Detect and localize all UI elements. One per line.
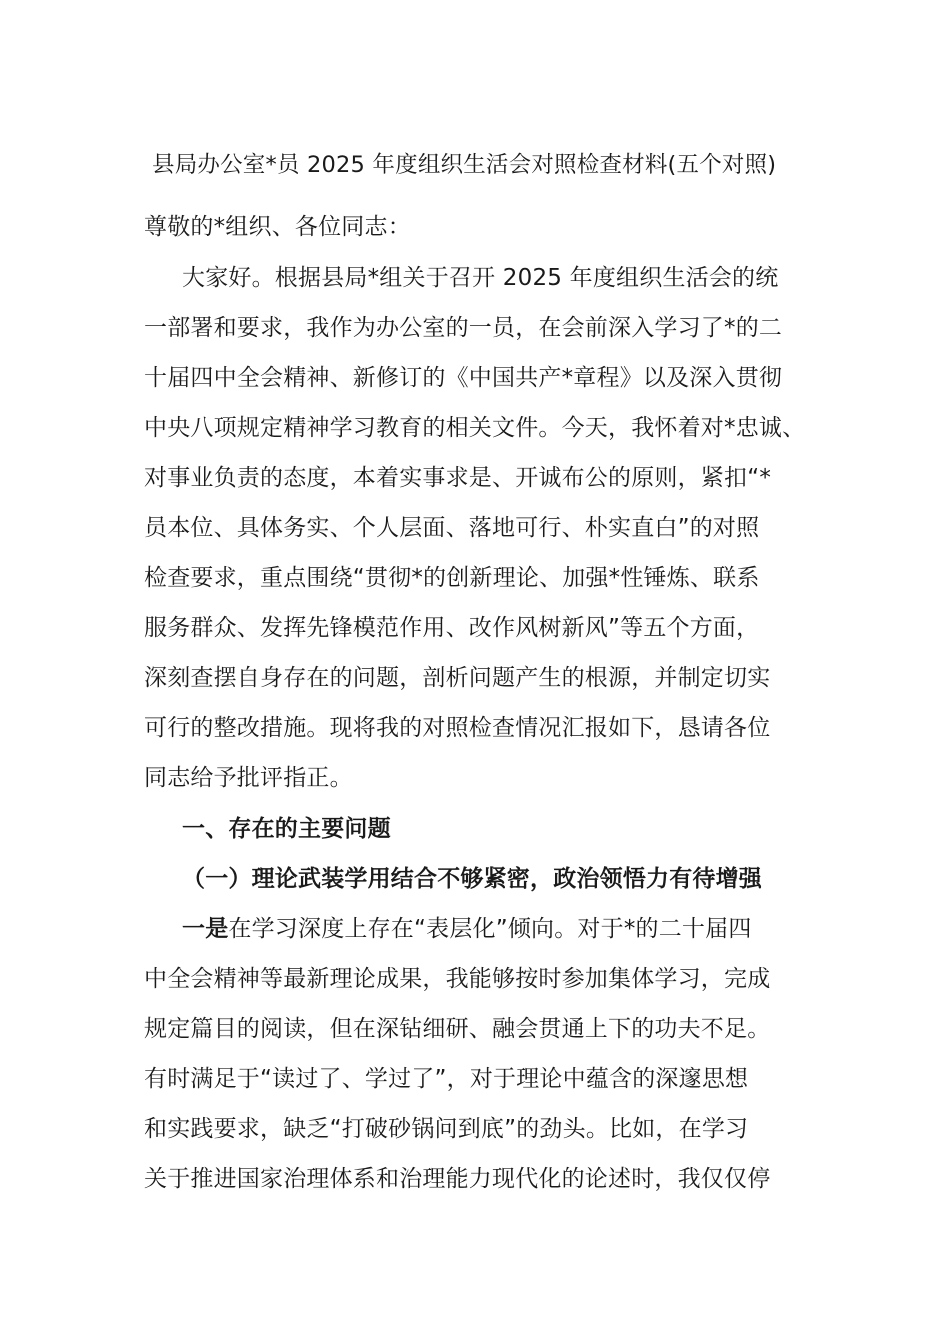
point-line: 规定篇目的阅读，但在深钻细研、融会贯通上下的功夫不足。	[144, 1016, 771, 1042]
section-heading: 一、存在的主要问题	[182, 816, 391, 842]
intro-line: 深刻查摆自身存在的问题，剖析问题产生的根源，并制定切实	[144, 665, 771, 691]
point-line: 关于推进国家治理体系和治理能力现代化的论述时，我仅仅停	[144, 1166, 771, 1192]
subsection-heading: （一）理论武装学用结合不够紧密，政治领悟力有待增强	[182, 866, 762, 892]
point-line: 有时满足于“读过了、学过了”，对于理论中蕴含的深邃思想	[144, 1066, 749, 1092]
point-line: 中全会精神等最新理论成果，我能够按时参加集体学习，完成	[144, 966, 771, 992]
intro-line: 一部署和要求，我作为办公室的一员，在会前深入学习了*的二	[144, 315, 783, 341]
document-title: 县局办公室*员 2025 年度组织生活会对照检查材料(五个对照)	[152, 152, 777, 178]
intro-line: 对事业负责的态度，本着实事求是、开诚布公的原则，紧扣“*	[144, 465, 772, 491]
point-text: 在学习深度上存在“表层化”倾向。对于*的二十届四	[228, 916, 752, 942]
point-line	[182, 914, 752, 944]
point-line: 和实践要求，缺乏“打破砂锅问到底”的劲头。比如，在学习	[144, 1116, 749, 1142]
intro-line: 中央八项规定精神学习教育的相关文件。今天，我怀着对*忠诚、	[144, 415, 806, 441]
intro-line: 十届四中全会精神、新修订的《中国共产*章程》以及深入贯彻	[144, 365, 783, 391]
intro-line: 服务群众、发挥先锋模范作用、改作风树新风”等五个方面，	[144, 615, 760, 641]
intro-line: 员本位、具体务实、个人层面、落地可行、朴实直白”的对照	[144, 515, 760, 541]
intro-line: 检查要求，重点围绕“贯彻*的创新理论、加强*性锤炼、联系	[144, 565, 760, 591]
salutation: 尊敬的*组织、各位同志：	[144, 214, 411, 240]
point-lead: 一是	[182, 916, 229, 942]
intro-line: 同志给予批评指正。	[144, 765, 353, 791]
intro-line: 大家好。根据县局*组关于召开 2025 年度组织生活会的统	[182, 265, 779, 291]
intro-line: 可行的整改措施。现将我的对照检查情况汇报如下，恳请各位	[144, 715, 771, 741]
